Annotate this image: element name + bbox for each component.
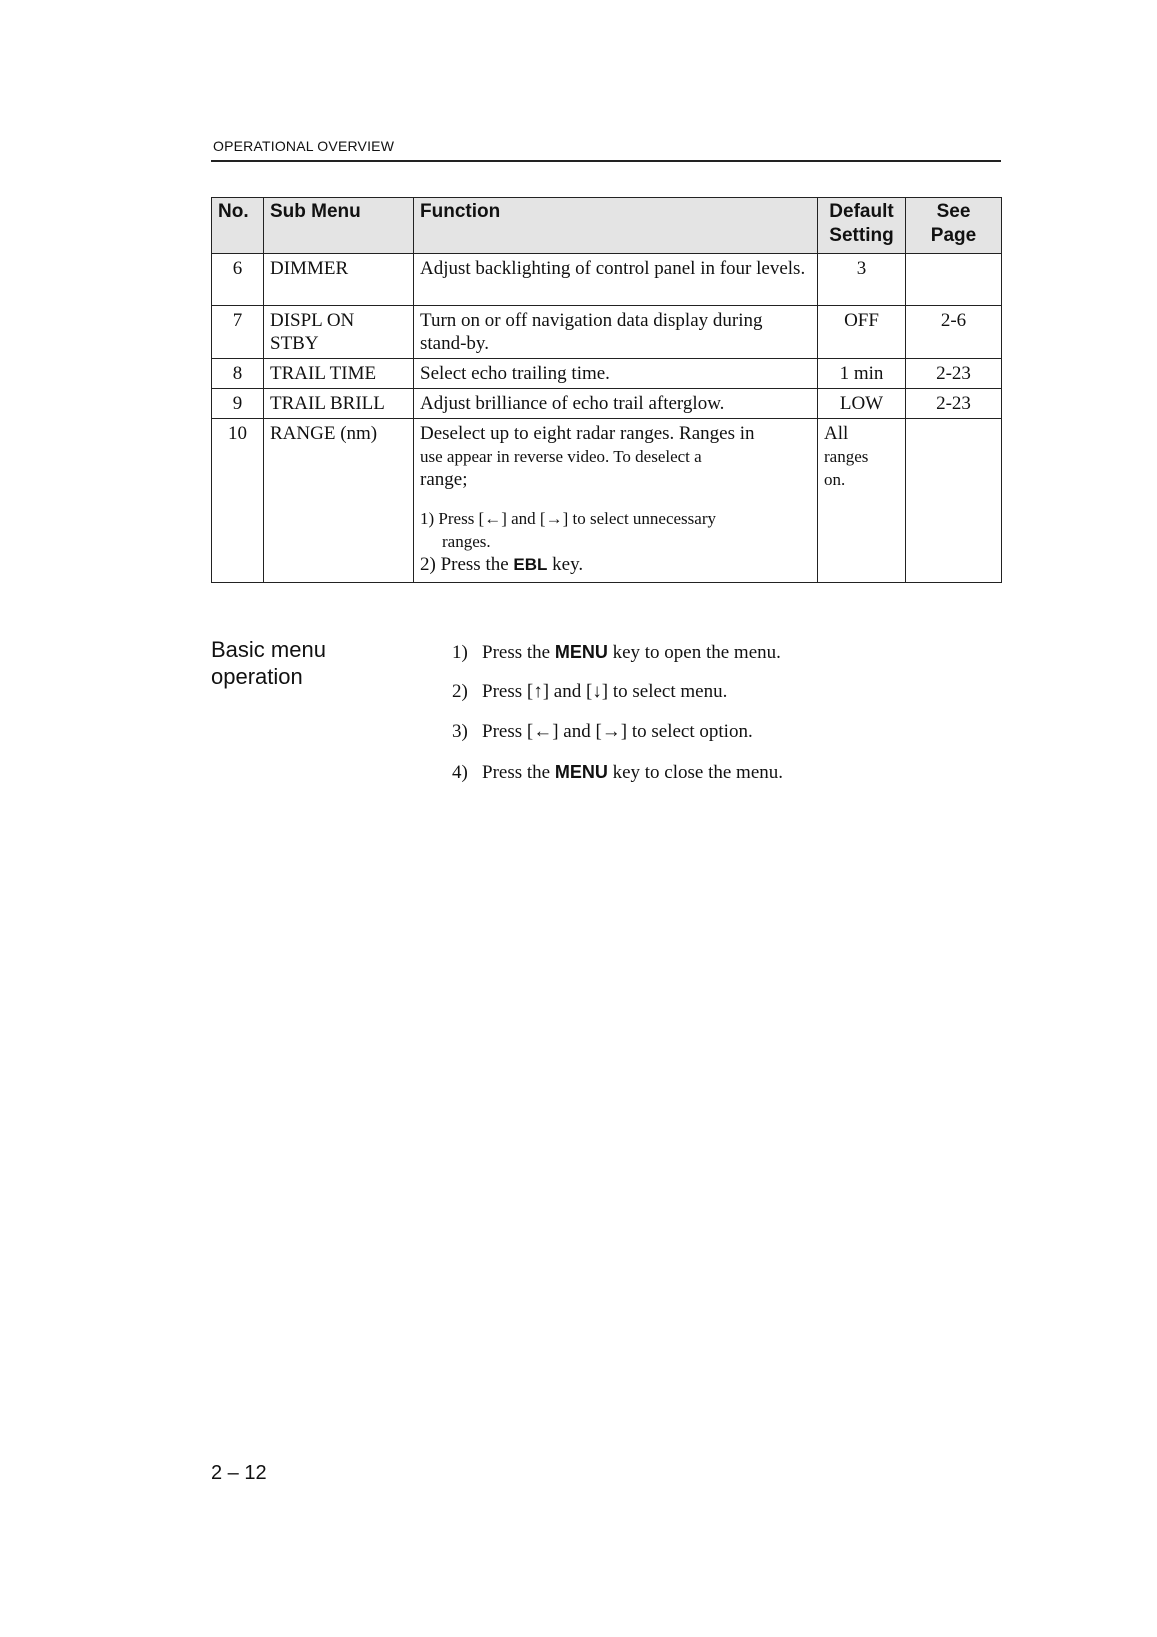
cell-see-page: 2-23	[906, 359, 1002, 389]
sub-menu-line2: STBY	[270, 333, 319, 354]
section-title-line2: operation	[211, 664, 303, 689]
cell-see-page	[906, 419, 1002, 583]
cell-default: 3	[818, 254, 906, 306]
ebl-key-label: EBL	[513, 555, 548, 574]
step-text-before: Press the	[482, 642, 551, 663]
range-step-2-suffix: key.	[552, 554, 584, 575]
step-number: 4)	[452, 762, 468, 783]
range-step-2-prefix: 2) Press the	[420, 554, 509, 575]
table-row	[212, 389, 1002, 419]
cell-sub-menu: TRAIL BRILL	[264, 389, 414, 419]
step-number: 2)	[452, 681, 468, 702]
cell-function	[414, 419, 818, 583]
cell-default: OFF	[818, 306, 906, 359]
step-number: 1)	[452, 642, 468, 663]
cell-sub-menu: RANGE (nm)	[264, 419, 414, 583]
header-rule	[211, 160, 1001, 162]
step-text-before: Press the	[482, 762, 551, 783]
list-item	[452, 680, 783, 720]
section-title-line1: Basic menu	[211, 637, 326, 662]
default-line2: ranges	[824, 447, 869, 466]
table-header-row	[212, 198, 1002, 254]
menu-table	[211, 197, 1002, 583]
see-header-line1: See	[936, 201, 971, 222]
col-header-default-setting	[818, 198, 906, 254]
list-item	[452, 720, 783, 760]
function-line2: use appear in reverse video. To deselect a	[420, 447, 702, 466]
cell-no: 9	[212, 389, 264, 419]
sub-menu-line1: DISPL ON	[270, 310, 355, 331]
cell-see-page: 2-6	[906, 306, 1002, 359]
list-item	[452, 760, 783, 800]
cell-no: 7	[212, 306, 264, 359]
step-text: Press [↑] and [↓] to select menu.	[482, 681, 728, 702]
cell-function: Adjust backlighting of control panel in four levels.	[414, 254, 818, 306]
table-row	[212, 359, 1002, 389]
range-steps	[420, 507, 811, 576]
col-header-see-page	[906, 198, 1002, 254]
running-header: OPERATIONAL OVERVIEW	[213, 138, 395, 154]
cell-function: Turn on or off navigation data display during stand-by.	[414, 306, 818, 359]
cell-no: 10	[212, 419, 264, 583]
cell-see-page	[906, 254, 1002, 306]
default-line3: on.	[824, 470, 846, 489]
menu-key-label: MENU	[554, 642, 608, 662]
table-row	[212, 306, 1002, 359]
step-number: 3)	[452, 721, 468, 742]
cell-sub-menu	[264, 306, 414, 359]
col-header-sub-menu: Sub Menu	[264, 198, 414, 254]
cell-sub-menu: TRAIL TIME	[264, 359, 414, 389]
page-number: 2 – 12	[211, 1462, 267, 1484]
cell-no: 8	[212, 359, 264, 389]
cell-default: LOW	[818, 389, 906, 419]
menu-operation-steps	[452, 640, 783, 800]
step-text-after: key to open the menu.	[612, 642, 781, 663]
cell-see-page: 2-23	[906, 389, 1002, 419]
cell-default	[818, 419, 906, 583]
step-text-after: key to close the menu.	[612, 762, 784, 783]
function-line1: Deselect up to eight radar ranges. Ranges in	[420, 423, 755, 444]
cell-no: 6	[212, 254, 264, 306]
default-line1: All	[824, 423, 849, 444]
range-step-2	[420, 553, 811, 576]
range-step-1-cont: ranges.	[442, 532, 491, 551]
menu-key-label: MENU	[554, 762, 608, 782]
table-row	[212, 419, 1002, 583]
col-header-no: No.	[212, 198, 264, 254]
default-header-line2: Setting	[829, 225, 894, 246]
step-text: Press [←] and [→] to select option.	[482, 721, 753, 742]
table-row	[212, 254, 1002, 306]
section-title	[211, 636, 326, 690]
default-header-line1: Default	[829, 201, 894, 222]
cell-function: Select echo trailing time.	[414, 359, 818, 389]
cell-default: 1 min	[818, 359, 906, 389]
cell-sub-menu: DIMMER	[264, 254, 414, 306]
range-step-1: 1) Press [←] and [→] to select unnecessary	[420, 509, 716, 528]
col-header-function: Function	[414, 198, 818, 254]
cell-function: Adjust brilliance of echo trail afterglow.	[414, 389, 818, 419]
see-header-line2: Page	[930, 225, 977, 246]
list-item	[452, 640, 783, 680]
function-line3: range;	[420, 469, 468, 490]
